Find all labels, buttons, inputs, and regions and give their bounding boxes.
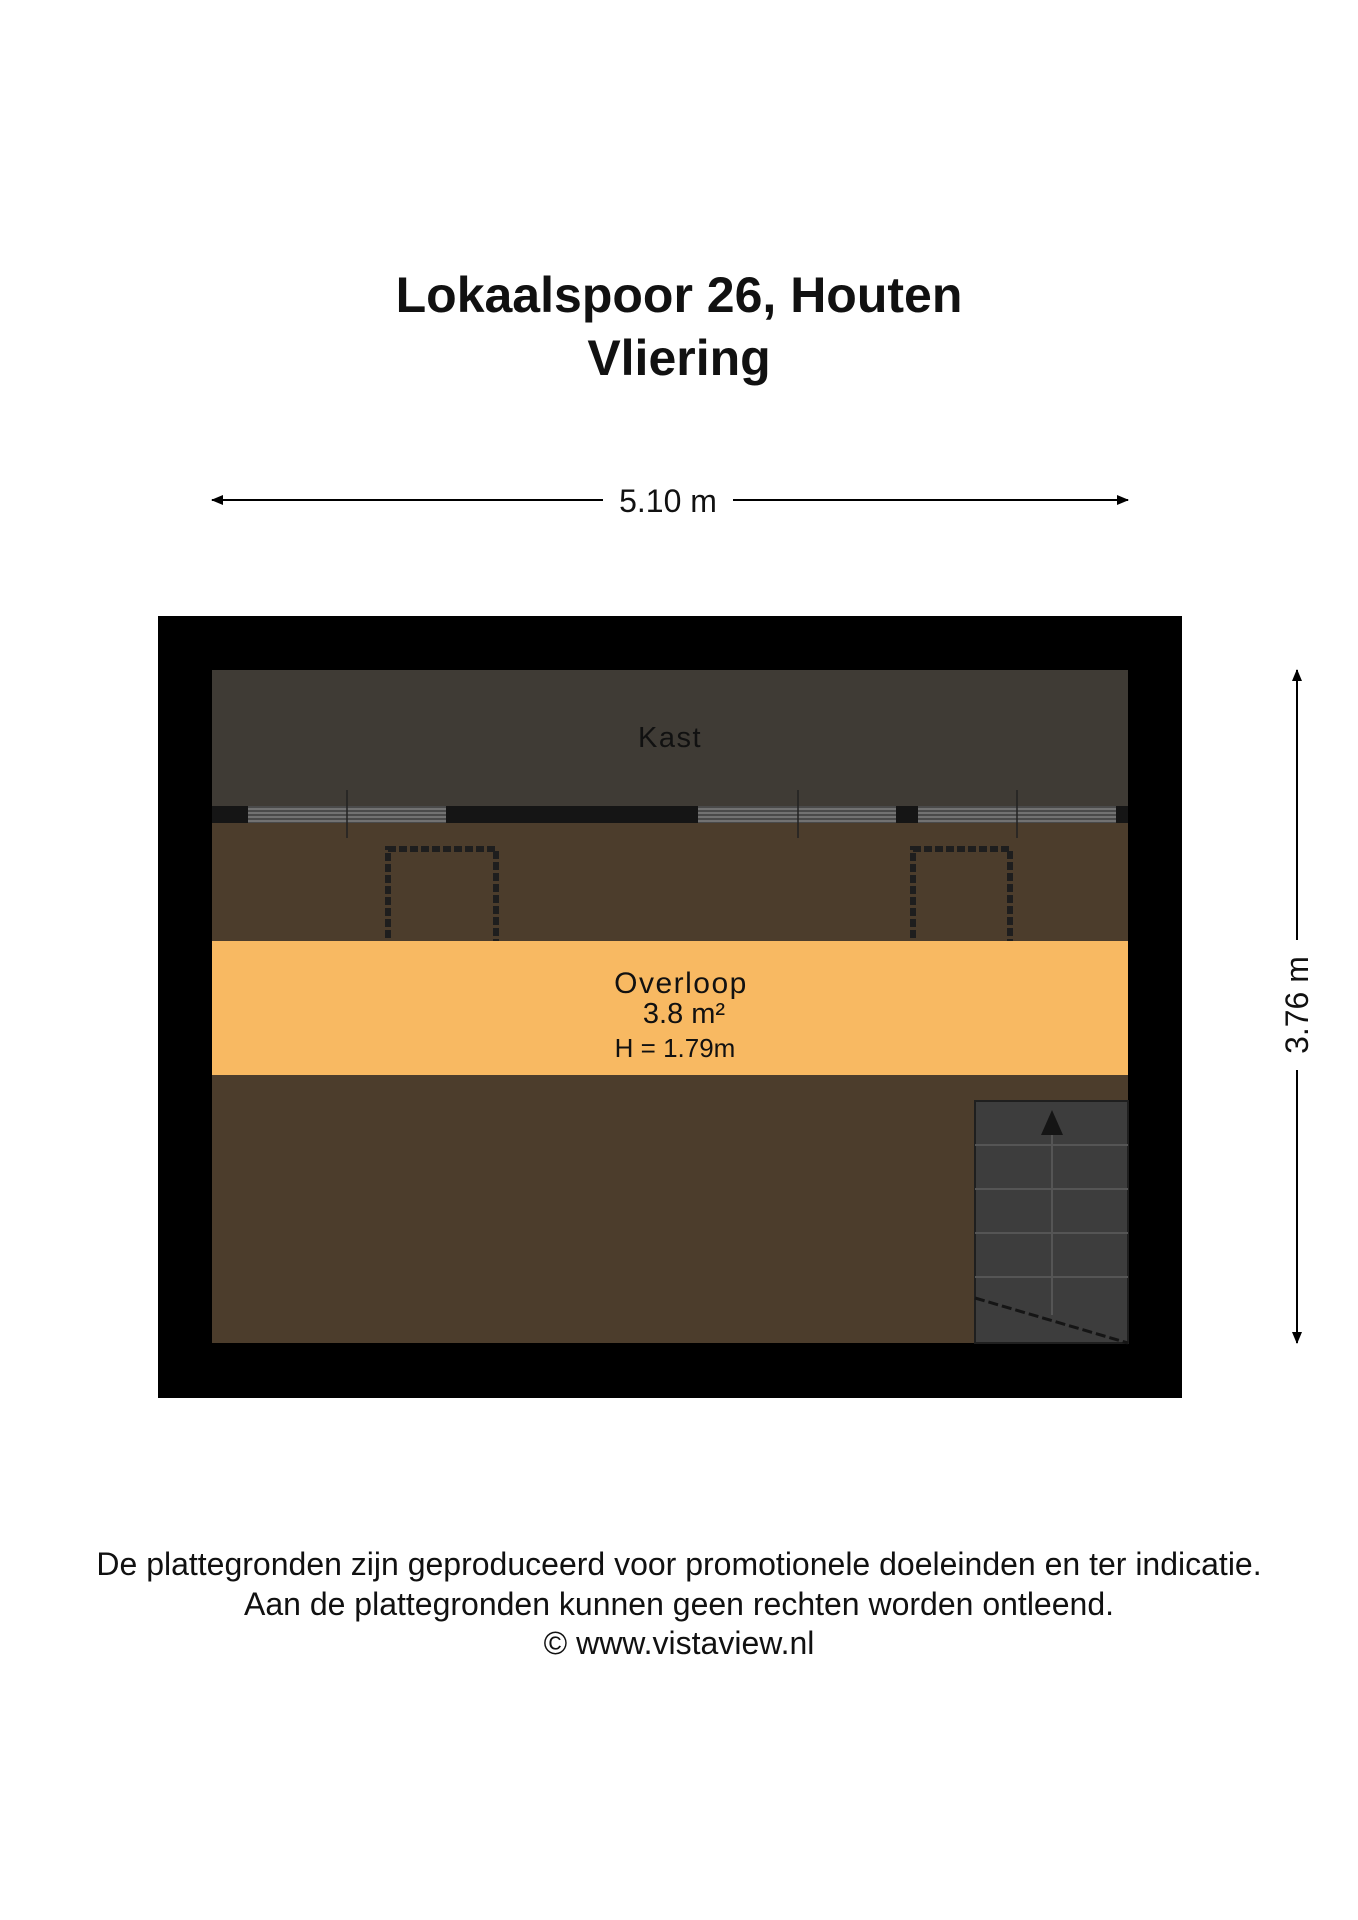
disclaimer-line-1: De plattegronden zijn geproduceerd voor promotionele doeleinden en ter indicatie. bbox=[96, 1546, 1262, 1582]
copyright-link[interactable]: © www.vistaview.nl bbox=[543, 1625, 815, 1661]
staircase bbox=[975, 1101, 1128, 1343]
plan-title-address: Lokaalspoor 26, Houten bbox=[395, 267, 963, 323]
room-overloop-height: H = 1.79m bbox=[614, 1033, 736, 1063]
height-dimension bbox=[1279, 670, 1315, 1343]
room-overloop-label: Overloop bbox=[614, 967, 748, 1000]
width-dimension bbox=[212, 483, 1128, 519]
plan-title-floor: Vliering bbox=[587, 330, 771, 386]
room-kast-label: Kast bbox=[637, 722, 703, 754]
room-overloop-area: 3.8 m² bbox=[642, 998, 726, 1030]
width-dimension-label: 5.10 m bbox=[619, 483, 717, 519]
disclaimer-line-2: Aan de plattegronden kunnen geen rechten worden ontleend. bbox=[243, 1586, 1114, 1622]
height-dimension-label: 3.76 m bbox=[1279, 956, 1315, 1054]
